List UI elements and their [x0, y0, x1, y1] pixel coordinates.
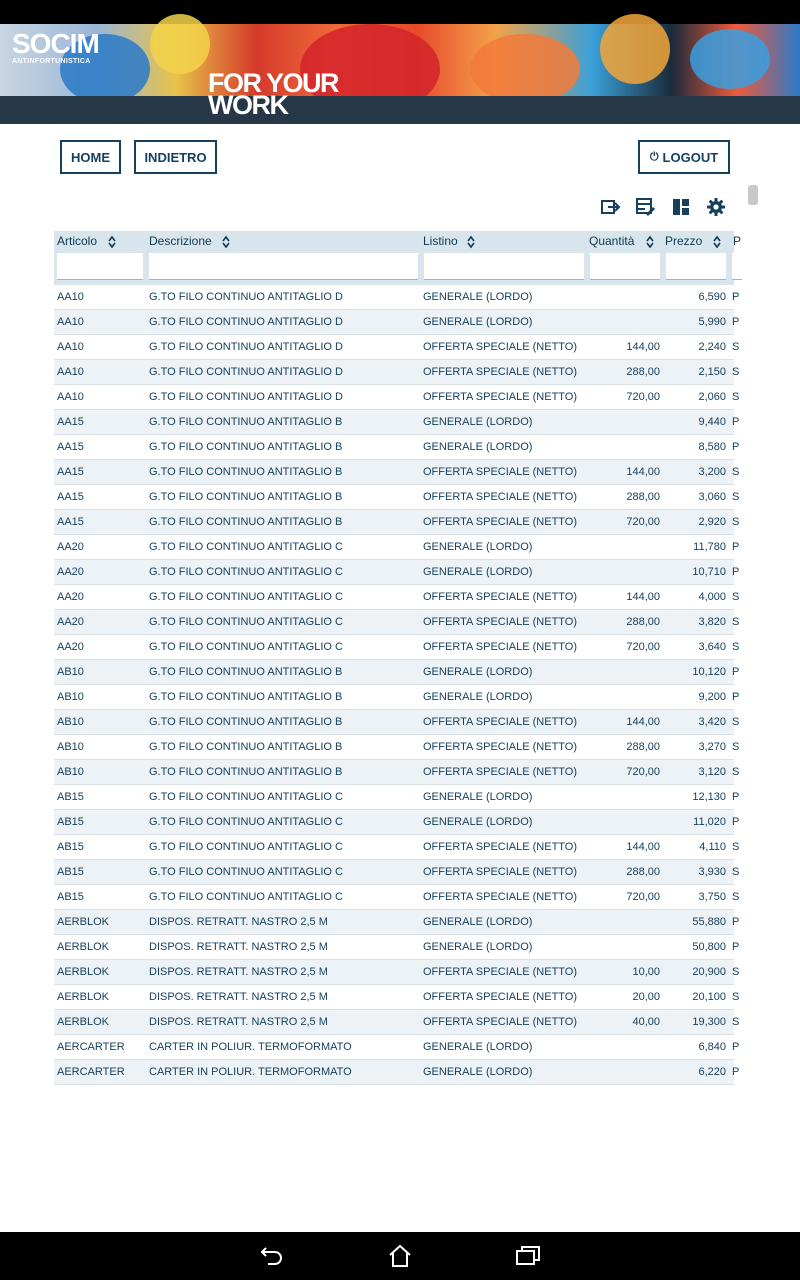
cell-articolo: AB10 — [57, 766, 84, 778]
table-row[interactable] — [54, 385, 740, 410]
cell-descrizione: G.TO FILO CONTINUO ANTITAGLIO B — [149, 441, 343, 453]
cell-articolo: AERBLOK — [57, 1016, 109, 1028]
cell-prezzo: 6,590 — [698, 291, 726, 303]
banner-strip — [0, 90, 800, 124]
cell-quantita: 720,00 — [626, 516, 660, 528]
cell-articolo: AA10 — [57, 316, 84, 328]
cell-articolo: AB15 — [57, 816, 84, 828]
cell-descrizione: G.TO FILO CONTINUO ANTITAGLIO C — [149, 816, 343, 828]
column-header-quantita[interactable] — [586, 231, 662, 285]
cell-articolo: AERBLOK — [57, 966, 109, 978]
cell-extra: S — [732, 391, 740, 403]
logo-text: SOCIM — [12, 28, 99, 59]
table-row[interactable] — [54, 610, 740, 635]
table-row[interactable] — [54, 960, 740, 985]
cell-prezzo: 5,990 — [698, 316, 726, 328]
table-row[interactable] — [54, 1010, 740, 1035]
cell-extra: S — [732, 516, 740, 528]
cell-listino: GENERALE (LORDO) — [423, 791, 533, 803]
cell-descrizione: CARTER IN POLIUR. TERMOFORMATO — [149, 1066, 352, 1078]
cell-prezzo: 19,300 — [692, 1016, 726, 1028]
logout-button[interactable] — [638, 140, 730, 174]
cell-prezzo: 9,200 — [698, 691, 726, 703]
cell-listino: GENERALE (LORDO) — [423, 541, 533, 553]
filter-input-listino[interactable] — [424, 253, 584, 280]
cell-extra: P — [732, 316, 740, 328]
cell-quantita — [590, 560, 660, 585]
cell-descrizione: CARTER IN POLIUR. TERMOFORMATO — [149, 1041, 352, 1053]
cell-articolo: AA15 — [57, 516, 84, 528]
tagline-line2: WORK — [208, 90, 288, 120]
cell-articolo: AERBLOK — [57, 916, 109, 928]
cell-articolo: AA20 — [57, 591, 84, 603]
cell-prezzo: 11,780 — [693, 541, 726, 553]
cell-prezzo: 20,900 — [692, 966, 726, 978]
cell-listino: GENERALE (LORDO) — [423, 666, 533, 678]
cell-listino: GENERALE (LORDO) — [423, 416, 533, 428]
cell-prezzo: 3,750 — [698, 891, 726, 903]
cell-listino: OFFERTA SPECIALE (NETTO) — [423, 966, 578, 978]
cell-quantita: 720,00 — [626, 891, 660, 903]
cell-descrizione: G.TO FILO CONTINUO ANTITAGLIO C — [149, 616, 343, 628]
cell-listino: GENERALE (LORDO) — [423, 291, 533, 303]
cell-extra: P — [732, 791, 740, 803]
table-row[interactable] — [54, 335, 740, 360]
cell-prezzo: 2,920 — [698, 516, 726, 528]
cell-articolo: AA15 — [57, 441, 84, 453]
cell-descrizione: G.TO FILO CONTINUO ANTITAGLIO D — [149, 341, 343, 353]
cell-descrizione: G.TO FILO CONTINUO ANTITAGLIO B — [149, 416, 343, 428]
cell-prezzo: 2,150 — [698, 366, 726, 378]
cell-extra: P — [732, 291, 740, 303]
sort-icon[interactable] — [467, 235, 475, 249]
cell-articolo: AA10 — [57, 366, 84, 378]
cell-quantita: 720,00 — [626, 641, 660, 653]
cell-extra: P — [732, 666, 740, 678]
cell-listino: OFFERTA SPECIALE (NETTO) — [423, 1016, 578, 1028]
cell-listino: OFFERTA SPECIALE (NETTO) — [423, 341, 578, 353]
logo[interactable] — [12, 30, 99, 66]
cell-extra: P — [732, 1066, 740, 1078]
cell-descrizione: G.TO FILO CONTINUO ANTITAGLIO C — [149, 791, 343, 803]
cell-articolo: AB10 — [57, 741, 84, 753]
table-row[interactable] — [54, 535, 740, 560]
table-row[interactable] — [54, 485, 740, 510]
cell-listino: OFFERTA SPECIALE (NETTO) — [423, 366, 578, 378]
header-banner — [0, 24, 800, 124]
cell-prezzo: 55,880 — [692, 916, 726, 928]
cell-quantita: 720,00 — [626, 766, 660, 778]
cell-quantita: 144,00 — [626, 341, 660, 353]
cell-descrizione: G.TO FILO CONTINUO ANTITAGLIO B — [149, 741, 343, 753]
table-row[interactable] — [54, 1060, 740, 1085]
cell-descrizione: G.TO FILO CONTINUO ANTITAGLIO C — [149, 541, 343, 553]
cell-quantita: 720,00 — [626, 391, 660, 403]
cell-extra: P — [732, 691, 740, 703]
cell-listino: GENERALE (LORDO) — [423, 441, 533, 453]
cell-listino: OFFERTA SPECIALE (NETTO) — [423, 491, 578, 503]
cell-extra: P — [732, 816, 740, 828]
cell-quantita — [590, 685, 660, 710]
column-header-prezzo[interactable] — [662, 231, 730, 285]
layout-icon[interactable] — [670, 196, 692, 218]
cell-extra: S — [732, 491, 740, 503]
cell-listino: OFFERTA SPECIALE (NETTO) — [423, 641, 578, 653]
cell-articolo: AA15 — [57, 491, 84, 503]
cell-articolo: AA15 — [57, 466, 84, 478]
cell-extra: P — [732, 566, 740, 578]
cell-extra: S — [732, 1016, 740, 1028]
edit-columns-icon[interactable] — [635, 196, 657, 218]
cell-descrizione: G.TO FILO CONTINUO ANTITAGLIO B — [149, 491, 343, 503]
cell-listino: GENERALE (LORDO) — [423, 1041, 533, 1053]
cell-extra: S — [732, 466, 740, 478]
cell-descrizione: DISPOS. RETRATT. NASTRO 2,5 M — [149, 916, 328, 928]
cell-descrizione: G.TO FILO CONTINUO ANTITAGLIO D — [149, 316, 343, 328]
table-row[interactable] — [54, 435, 740, 460]
cell-quantita — [590, 410, 660, 435]
column-header-listino[interactable] — [420, 231, 586, 285]
cell-articolo: AA20 — [57, 641, 84, 653]
cell-prezzo: 3,200 — [698, 466, 726, 478]
cell-quantita: 288,00 — [626, 491, 660, 503]
power-icon: ⏻ — [649, 150, 659, 163]
cell-descrizione: DISPOS. RETRATT. NASTRO 2,5 M — [149, 1016, 328, 1028]
cell-articolo: AB15 — [57, 866, 84, 878]
sort-icon[interactable] — [108, 235, 116, 249]
table-row[interactable] — [54, 660, 740, 685]
cell-quantita — [590, 810, 660, 835]
cell-listino: OFFERTA SPECIALE (NETTO) — [423, 391, 578, 403]
table-row[interactable] — [54, 935, 740, 960]
table-row[interactable] — [54, 710, 740, 735]
cell-articolo: AERBLOK — [57, 941, 109, 953]
cell-listino: OFFERTA SPECIALE (NETTO) — [423, 866, 578, 878]
cell-quantita: 144,00 — [626, 716, 660, 728]
cell-extra: S — [732, 641, 740, 653]
sort-icon[interactable] — [713, 235, 721, 249]
table-row[interactable] — [54, 760, 740, 785]
cell-prezzo: 3,930 — [698, 866, 726, 878]
cell-listino: GENERALE (LORDO) — [423, 691, 533, 703]
cell-articolo: AA10 — [57, 341, 84, 353]
settings-icon[interactable] — [705, 196, 727, 218]
cell-extra: S — [732, 991, 740, 1003]
cell-listino: GENERALE (LORDO) — [423, 566, 533, 578]
cell-articolo: AA20 — [57, 566, 84, 578]
table-row[interactable] — [54, 510, 740, 535]
column-header-articolo[interactable] — [54, 231, 146, 285]
cell-descrizione: G.TO FILO CONTINUO ANTITAGLIO D — [149, 391, 343, 403]
cell-extra: S — [732, 741, 740, 753]
cell-prezzo: 3,640 — [698, 641, 726, 653]
cell-listino: OFFERTA SPECIALE (NETTO) — [423, 516, 578, 528]
cell-prezzo: 50,800 — [692, 941, 726, 953]
cell-prezzo: 10,710 — [692, 566, 726, 578]
cell-prezzo: 3,060 — [698, 491, 726, 503]
cell-prezzo: 6,840 — [698, 1041, 726, 1053]
filter-input-descrizione[interactable] — [149, 253, 418, 280]
cell-articolo: AB15 — [57, 791, 84, 803]
cell-quantita: 288,00 — [626, 366, 660, 378]
cell-extra: S — [732, 616, 740, 628]
cell-prezzo: 4,110 — [699, 841, 726, 853]
cell-prezzo: 3,120 — [698, 766, 726, 778]
cell-listino: OFFERTA SPECIALE (NETTO) — [423, 741, 578, 753]
table-row[interactable] — [54, 1035, 740, 1060]
cell-extra: P — [732, 916, 740, 928]
cell-listino: OFFERTA SPECIALE (NETTO) — [423, 841, 578, 853]
cell-descrizione: G.TO FILO CONTINUO ANTITAGLIO B — [149, 666, 343, 678]
table-row[interactable] — [54, 910, 740, 935]
cell-quantita: 40,00 — [632, 1016, 660, 1028]
filter-input-prezzo[interactable] — [666, 253, 726, 280]
cell-articolo: AB10 — [57, 666, 84, 678]
tagline — [208, 68, 339, 120]
table-row[interactable] — [54, 685, 740, 710]
cell-prezzo: 2,240 — [698, 341, 726, 353]
cell-prezzo: 3,420 — [698, 716, 726, 728]
cell-articolo: AA10 — [57, 291, 84, 303]
cell-extra: S — [732, 716, 740, 728]
cell-extra: S — [732, 966, 740, 978]
cell-descrizione: G.TO FILO CONTINUO ANTITAGLIO C — [149, 891, 343, 903]
cell-articolo: AERCARTER — [57, 1066, 125, 1078]
cell-descrizione: G.TO FILO CONTINUO ANTITAGLIO C — [149, 591, 343, 603]
cell-prezzo: 8,580 — [698, 441, 726, 453]
cell-extra: S — [732, 366, 740, 378]
cell-extra: P — [732, 1041, 740, 1053]
cell-prezzo: 6,220 — [698, 1066, 726, 1078]
cell-quantita: 10,00 — [632, 966, 660, 978]
cell-descrizione: G.TO FILO CONTINUO ANTITAGLIO C — [149, 866, 343, 878]
table-row[interactable] — [54, 410, 740, 435]
cell-extra: P — [732, 441, 740, 453]
cell-prezzo: 12,130 — [692, 791, 726, 803]
recents-icon[interactable] — [514, 1242, 542, 1270]
cell-extra: P — [732, 941, 740, 953]
column-header-extra[interactable] — [730, 231, 744, 285]
cell-descrizione: G.TO FILO CONTINUO ANTITAGLIO B — [149, 466, 343, 478]
cell-quantita — [590, 1060, 660, 1085]
cell-quantita: 20,00 — [632, 991, 660, 1003]
cell-prezzo: 3,270 — [698, 741, 726, 753]
cell-listino: OFFERTA SPECIALE (NETTO) — [423, 891, 578, 903]
cell-articolo: AA20 — [57, 541, 84, 553]
table-row[interactable] — [54, 885, 740, 910]
column-title: Articolo — [57, 234, 98, 248]
cell-descrizione: G.TO FILO CONTINUO ANTITAGLIO C — [149, 841, 343, 853]
cell-quantita — [590, 285, 660, 310]
cell-prezzo: 9,440 — [698, 416, 726, 428]
cell-descrizione: G.TO FILO CONTINUO ANTITAGLIO D — [149, 366, 343, 378]
cell-quantita — [590, 910, 660, 935]
cell-descrizione: G.TO FILO CONTINUO ANTITAGLIO B — [149, 716, 343, 728]
cell-articolo: AERCARTER — [57, 1041, 125, 1053]
cell-listino: GENERALE (LORDO) — [423, 316, 533, 328]
cell-prezzo: 20,100 — [692, 991, 726, 1003]
cell-listino: OFFERTA SPECIALE (NETTO) — [423, 766, 578, 778]
cell-quantita — [590, 935, 660, 960]
back-button[interactable] — [134, 140, 217, 174]
filter-input-quantita[interactable] — [590, 253, 660, 280]
cell-quantita: 144,00 — [626, 841, 660, 853]
price-list-table — [54, 231, 742, 1087]
table-row[interactable] — [54, 785, 740, 810]
cell-quantita — [590, 660, 660, 685]
cell-descrizione: G.TO FILO CONTINUO ANTITAGLIO B — [149, 516, 343, 528]
cell-quantita: 144,00 — [626, 591, 660, 603]
back-icon[interactable] — [258, 1242, 286, 1270]
cell-extra: S — [732, 841, 740, 853]
cell-descrizione: G.TO FILO CONTINUO ANTITAGLIO D — [149, 291, 343, 303]
table-row[interactable] — [54, 860, 740, 885]
table-row[interactable] — [54, 585, 740, 610]
table-row[interactable] — [54, 360, 740, 385]
scrollbar-thumb[interactable] — [748, 185, 758, 205]
cell-listino: OFFERTA SPECIALE (NETTO) — [423, 591, 578, 603]
cell-quantita — [590, 1035, 660, 1060]
cell-articolo: AA20 — [57, 616, 84, 628]
tagline-line1: FOR YOUR — [208, 68, 339, 98]
cell-extra: P — [732, 541, 740, 553]
cell-articolo: AB10 — [57, 716, 84, 728]
cell-quantita — [590, 435, 660, 460]
cell-listino: OFFERTA SPECIALE (NETTO) — [423, 991, 578, 1003]
cell-listino: OFFERTA SPECIALE (NETTO) — [423, 616, 578, 628]
home-icon[interactable] — [386, 1242, 414, 1270]
table-row[interactable] — [54, 560, 740, 585]
column-header-descrizione[interactable] — [146, 231, 420, 285]
cell-prezzo: 10,120 — [692, 666, 726, 678]
cell-listino: OFFERTA SPECIALE (NETTO) — [423, 466, 578, 478]
home-button-label: HOME — [71, 149, 110, 165]
cell-quantita — [590, 785, 660, 810]
cell-articolo: AB15 — [57, 891, 84, 903]
system-nav-bar — [0, 1232, 800, 1280]
table-row[interactable] — [54, 635, 740, 660]
cell-extra: S — [732, 591, 740, 603]
cell-listino: OFFERTA SPECIALE (NETTO) — [423, 716, 578, 728]
cell-prezzo: 3,820 — [698, 616, 726, 628]
cell-articolo: AA15 — [57, 416, 84, 428]
cell-descrizione: DISPOS. RETRATT. NASTRO 2,5 M — [149, 991, 328, 1003]
cell-articolo: AB10 — [57, 691, 84, 703]
cell-listino: GENERALE (LORDO) — [423, 1066, 533, 1078]
cell-extra: S — [732, 866, 740, 878]
status-bar — [0, 0, 800, 24]
cell-listino: GENERALE (LORDO) — [423, 816, 533, 828]
cell-descrizione: G.TO FILO CONTINUO ANTITAGLIO C — [149, 566, 343, 578]
filter-input-articolo[interactable] — [57, 253, 143, 280]
cell-quantita: 288,00 — [626, 866, 660, 878]
table-row[interactable] — [54, 985, 740, 1010]
table-row[interactable] — [54, 310, 740, 335]
logo-subtitle: ANTINFORTUNISTICA — [12, 58, 91, 65]
cell-extra: S — [732, 766, 740, 778]
cell-listino: GENERALE (LORDO) — [423, 916, 533, 928]
cell-quantita: 144,00 — [626, 466, 660, 478]
cell-descrizione: G.TO FILO CONTINUO ANTITAGLIO C — [149, 641, 343, 653]
table-row[interactable] — [54, 460, 740, 485]
cell-articolo: AERBLOK — [57, 991, 109, 1003]
cell-descrizione: G.TO FILO CONTINUO ANTITAGLIO B — [149, 691, 343, 703]
cell-quantita — [590, 535, 660, 560]
cell-descrizione: DISPOS. RETRATT. NASTRO 2,5 M — [149, 966, 328, 978]
logout-button-label: LOGOUT — [662, 149, 719, 165]
sort-icon[interactable] — [222, 235, 230, 249]
cell-extra: S — [732, 891, 740, 903]
column-title: Listino — [423, 234, 458, 248]
cell-quantita: 288,00 — [626, 616, 660, 628]
table-row[interactable] — [54, 835, 740, 860]
back-button-label: INDIETRO — [144, 149, 207, 165]
cell-extra: P — [732, 416, 740, 428]
column-title: P — [733, 234, 742, 248]
cell-descrizione: G.TO FILO CONTINUO ANTITAGLIO B — [149, 766, 343, 778]
cell-articolo: AB15 — [57, 841, 84, 853]
export-icon[interactable] — [600, 196, 622, 218]
filter-input-extra[interactable] — [732, 253, 742, 280]
cell-quantita — [590, 310, 660, 335]
cell-prezzo: 11,020 — [693, 816, 726, 828]
column-title: Descrizione — [149, 234, 212, 248]
home-button[interactable] — [60, 140, 121, 174]
cell-extra: S — [732, 341, 740, 353]
table-header — [54, 231, 742, 285]
cell-listino: GENERALE (LORDO) — [423, 941, 533, 953]
table-row[interactable] — [54, 285, 740, 310]
sort-icon[interactable] — [646, 235, 654, 249]
cell-prezzo: 2,060 — [698, 391, 726, 403]
table-row[interactable] — [54, 810, 740, 835]
cell-prezzo: 4,000 — [698, 591, 726, 603]
cell-descrizione: DISPOS. RETRATT. NASTRO 2,5 M — [149, 941, 328, 953]
column-title: Prezzo — [665, 234, 703, 248]
table-row[interactable] — [54, 735, 740, 760]
column-title: Quantità — [589, 234, 635, 248]
cell-articolo: AA10 — [57, 391, 84, 403]
cell-quantita: 288,00 — [626, 741, 660, 753]
